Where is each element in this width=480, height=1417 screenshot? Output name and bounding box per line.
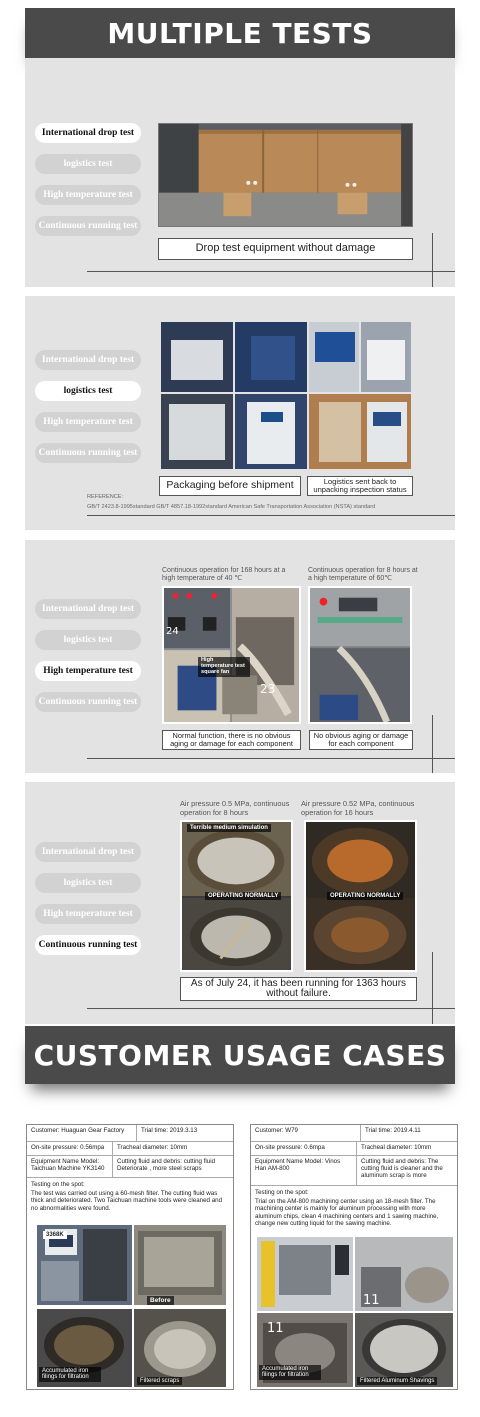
- divider-line: [432, 952, 433, 1024]
- drop-test-photo: [158, 123, 413, 227]
- tab-continuous-running-test[interactable]: Continuous running test: [35, 935, 141, 955]
- case-customer: Customer: Huaguan Gear Factory: [27, 1125, 137, 1141]
- tab-international-drop-test[interactable]: International drop test: [35, 350, 141, 370]
- reference-title: REFERENCE:: [87, 494, 124, 500]
- note-168-hours: Continuous operation for 168 hours at a high temperature of 40 ℃: [162, 567, 286, 583]
- tab-international-drop-test[interactable]: International drop test: [35, 599, 141, 619]
- high-temp-photo-right: [308, 586, 412, 724]
- tab-continuous-running-test[interactable]: Continuous running test: [35, 692, 141, 712]
- tab-logistics-test[interactable]: logistics test: [35, 873, 141, 893]
- case-card-huaguan: [26, 1124, 234, 1390]
- no-aging-caption: No obvious aging or damage for each component: [309, 730, 413, 750]
- divider-line: [432, 715, 433, 773]
- case-diameter: Tracheal diameter: 10mm: [361, 1144, 432, 1151]
- section-title-customer-cases: CUSTOMER USAGE CASES: [25, 1026, 455, 1084]
- panel-high-temperature-test: [25, 540, 455, 773]
- packaging-caption: Packaging before shipment: [159, 476, 301, 496]
- operating-normally-right: OPERATING NORMALLY: [327, 892, 403, 900]
- running-hours-caption: As of July 24, it has been running for 1363 hours without failure.: [180, 977, 417, 1001]
- fan-overlay-label: High temperature test square fan: [198, 657, 250, 677]
- case-fluid: Cutting fluid and debris: The cutting fluid is cleaner and the aluminum scrap is more: [361, 1158, 443, 1180]
- case-card-w79: [250, 1124, 458, 1390]
- tab-high-temperature-test[interactable]: High temperature test: [35, 904, 141, 924]
- note-8-hours: Continuous operation for 8 hours at a high temperature of 60℃: [308, 567, 418, 583]
- case-model: Equipment Name Model: Taichuan Machine YK3140: [27, 1156, 113, 1177]
- display-11-a: 11: [363, 1293, 380, 1308]
- tab-high-temperature-test[interactable]: High temperature test: [35, 412, 141, 432]
- tab-high-temperature-test[interactable]: High temperature test: [35, 661, 141, 681]
- drop-test-caption: Drop test equipment without damage: [158, 238, 413, 260]
- divider-line: [87, 1008, 455, 1009]
- divider-line: [87, 271, 455, 272]
- page-title: MULTIPLE TESTS: [25, 8, 455, 58]
- before-label: Before: [147, 1296, 174, 1305]
- operating-normally-left: OPERATING NORMALLY: [205, 892, 281, 900]
- case-spot-title: Testing on the spot:: [255, 1189, 309, 1196]
- case-pressure: On-site pressure: 0.56mpa: [27, 1142, 113, 1155]
- note-0-52-mpa: Air pressure 0.52 MPa, continuous operation for 16 hours: [301, 799, 415, 817]
- divider-line: [87, 515, 455, 516]
- case-spot-title: Testing on the spot:: [31, 1181, 85, 1188]
- case-trial-time: Trial time: 2019.3.13: [141, 1127, 198, 1134]
- case-customer: Customer: W79: [251, 1125, 361, 1141]
- case-filtered-scraps-photo: [134, 1309, 226, 1387]
- accumulated-filings-label: Accumulated iron filings for filtration: [259, 1365, 321, 1380]
- tab-logistics-test[interactable]: logistics test: [35, 630, 141, 650]
- case-before-photo: [134, 1225, 226, 1305]
- tab-logistics-test[interactable]: logistics test: [35, 154, 141, 174]
- accumulated-filings-label: Accumulated iron filings for filtration: [39, 1367, 101, 1382]
- filtered-aluminum-shavings-label: Filtered Aluminum Shavings: [357, 1377, 437, 1385]
- reference-text: GB/T 2423.8-1995standard GB/T 4857.18-1992standard American Safe Transportation Association (NSTA) standard: [87, 504, 376, 510]
- normal-function-caption: Normal function, there is no obvious aging or damage for each component: [162, 730, 301, 750]
- display-24: 24: [166, 626, 179, 637]
- filtered-scraps-label: Filtered scraps: [137, 1377, 182, 1385]
- panel-drop-test: [25, 58, 455, 287]
- display-11-b: 11: [267, 1321, 284, 1336]
- tab-high-temperature-test[interactable]: High temperature test: [35, 185, 141, 205]
- logistics-photo-grid: [161, 322, 411, 469]
- tab-international-drop-test[interactable]: International drop test: [35, 842, 141, 862]
- panel-logistics-test: [25, 296, 455, 530]
- case-spot-text: Trial on the AM-800 machining center using an 18-mesh filter. The machining center is mainly for aluminum processing with more aluminum chips, clean 4 machining centers and 1 sawing machine, change new cutting liquid for the sawing machine.: [255, 1198, 439, 1228]
- unpacking-caption: Logistics sent back to unpacking inspection status: [307, 476, 413, 496]
- screen-text: 3368K: [43, 1231, 67, 1239]
- case-model: Equipment Name Model: Vinos Han AM-800: [251, 1156, 357, 1185]
- case-aluminum-shavings-photo: [355, 1313, 453, 1387]
- tab-international-drop-test[interactable]: International drop test: [35, 123, 141, 143]
- display-23: 23: [260, 682, 276, 696]
- divider-line: [87, 758, 455, 759]
- case-diameter: Tracheal diameter: 10mm: [117, 1144, 188, 1151]
- divider-line: [432, 233, 433, 287]
- note-0-5-mpa: Air pressure 0.5 MPa, continuous operation for 8 hours: [180, 799, 290, 817]
- simulation-overlay: Terrible medium simulation: [187, 824, 271, 832]
- high-temp-photo-left: [162, 586, 301, 724]
- tab-continuous-running-test[interactable]: Continuous running test: [35, 216, 141, 236]
- tab-logistics-test[interactable]: logistics test: [35, 381, 141, 401]
- case-trial-time: Trial time: 2019.4.11: [365, 1127, 421, 1134]
- case-fluid: Cutting fluid and debris: cutting fluid Deteriorate , more steel scraps: [117, 1158, 216, 1173]
- case-machining-center-photo: [257, 1237, 353, 1311]
- tab-continuous-running-test[interactable]: Continuous running test: [35, 443, 141, 463]
- case-spot-text: The test was carried out using a 60-mesh filter. The cutting fluid was thick and deteriorated. Two Taichuan machine tools were cleaned and no abnormalities were found.: [31, 1190, 223, 1212]
- case-pressure: On-site pressure: 0.6mpa: [251, 1142, 357, 1155]
- panel-continuous-running-test: [25, 782, 455, 1024]
